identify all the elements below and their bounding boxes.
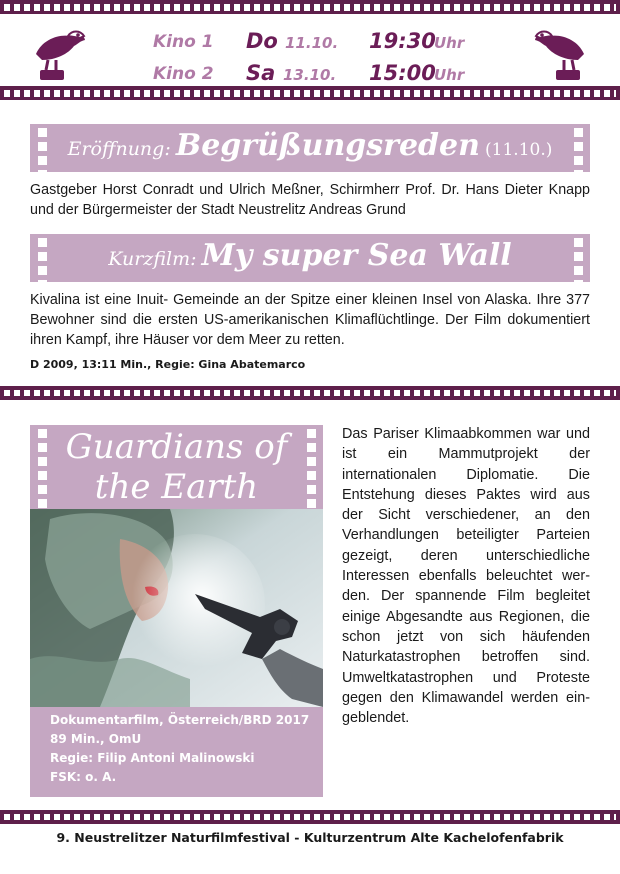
film-poster-image [30, 509, 323, 707]
main-film-text: Das Pariser Klimaabkommen war und ist ein Mammutprojekt der internationalen Diplomatie. Die Entstehung dieses Paktes wird aus der Sicht verschiedener, an den Verhandlungen beteiligter Parteien gezeigt, deren unterschiedliche Interessen ebenfalls beleuchtet werden. Der spannende Film begleitet einige Abgesandte aus Regionen, die schon jetzt von sich häufenden Naturkatastrophen betroffen sind. Umweltkatastrophen und Proteste gegen den Klimawandel werden eingeblendet. [342, 426, 590, 727]
screening-header [0, 14, 620, 84]
main-film-info-director: Regie: Filip Antoni Malinowski [50, 751, 255, 765]
day-label-1: Do [246, 29, 278, 53]
main-film-title-line2: the Earth [94, 467, 259, 507]
main-film-info-rating: FSK: o. A. [50, 770, 117, 784]
date-label-2: 13.10. [283, 66, 337, 84]
kino-label-2: Kino 2 [153, 64, 214, 84]
opening-date: (11.10.) [485, 140, 553, 160]
time-label-2: 15:00 [369, 61, 436, 85]
uhr-label-1: Uhr [434, 34, 465, 52]
bird-logo-right-icon [532, 20, 592, 84]
footer-text: 9. Neustrelitzer Naturfilmfestival - Kulturzentrum Alte Kachelofenfabrik [56, 830, 564, 845]
short-film-prefix: Kurzfilm: [108, 248, 197, 270]
short-film-text: Kivalina ist eine Inuit- Gemeinde an der Spitze einer kleinen Insel von Alaska. Ihre 377 Bewohner sind die ersten US-amerikanischen Klimaflüchtlinge. Der Film dokumentiert ihren Kampf, ihre Häuser vor dem Meer zu retten. [30, 292, 590, 348]
bird-logo-left-icon [28, 20, 88, 84]
main-film-info-duration: 89 Min., OmU [50, 732, 142, 746]
main-film-banner [30, 425, 323, 509]
film-strip-middle [0, 386, 620, 400]
short-film-meta: D 2009, 13:11 Min., Regie: Gina Abatemarco [30, 358, 306, 371]
opening-prefix: Eröffnung: [67, 138, 171, 160]
kino-label-1: Kino 1 [153, 32, 214, 52]
main-film-title-line1: Guardians of [65, 427, 288, 467]
day-label-2: Sa [246, 61, 276, 85]
main-film-info-box [30, 707, 323, 797]
film-strip-header-bottom [0, 86, 620, 100]
short-film-banner [30, 234, 590, 282]
opening-text: Gastgeber Horst Conradt und Ulrich Meßner, Schirmherr Prof. Dr. Hans Dieter Knapp und der Bürgermeister der Stadt Neustrelitz Andreas Grund [30, 182, 590, 218]
uhr-label-2: Uhr [434, 66, 465, 84]
time-label-1: 19:30 [369, 29, 436, 53]
opening-banner [30, 124, 590, 172]
short-film-title: My super Sea Wall [201, 238, 512, 273]
date-label-1: 11.10. [285, 34, 339, 52]
film-strip-top [0, 0, 620, 14]
opening-title: Begrüßungsreden [175, 128, 480, 163]
film-strip-bottom [0, 810, 620, 824]
main-film-info-genre: Dokumentarfilm, Österreich/BRD 2017 [50, 713, 310, 727]
